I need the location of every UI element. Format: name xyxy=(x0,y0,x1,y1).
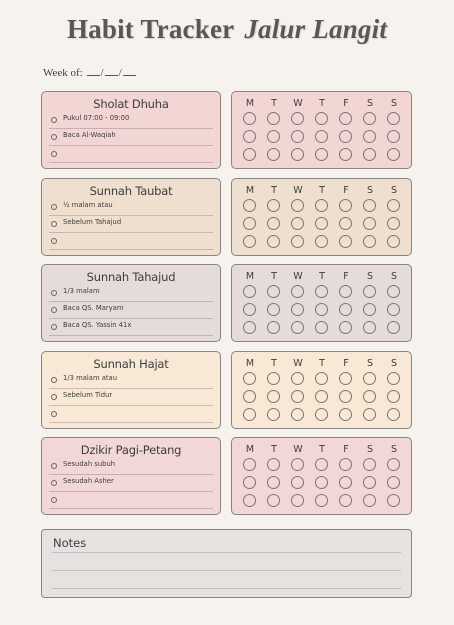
tracker-checkbox[interactable] xyxy=(339,390,352,403)
week-year-blank[interactable] xyxy=(123,67,136,76)
tracker-checkbox[interactable] xyxy=(267,303,280,316)
tracker-checkbox[interactable] xyxy=(291,303,304,316)
tracker-checkbox[interactable] xyxy=(291,408,304,421)
habit-item-text: Baca Al-Waqiah xyxy=(63,131,116,139)
tracker-checkbox[interactable] xyxy=(291,217,304,230)
day-header xyxy=(232,444,411,456)
tracker-checkbox[interactable] xyxy=(387,130,400,143)
day-label: T xyxy=(271,271,277,282)
day-label: W xyxy=(293,444,303,455)
tracker-checkbox[interactable] xyxy=(267,390,280,403)
habit-title: Sunnah Tahajud xyxy=(86,270,176,284)
habit-item[interactable] xyxy=(49,303,213,319)
circle-bullet-icon xyxy=(51,394,57,400)
notes-label: Notes xyxy=(53,536,87,550)
tracker-checkbox[interactable] xyxy=(267,372,280,385)
tracker-checkbox[interactable] xyxy=(291,285,304,298)
day-label: T xyxy=(271,444,277,455)
day-label: S xyxy=(366,358,374,369)
tracker-checkbox[interactable] xyxy=(291,494,304,507)
day-label: M xyxy=(245,444,255,455)
day-label: T xyxy=(319,271,325,282)
tracker-checkbox[interactable] xyxy=(267,321,280,334)
habit-card xyxy=(41,178,221,256)
day-label: W xyxy=(293,358,303,369)
tracker-checkbox[interactable] xyxy=(363,494,376,507)
habit-item[interactable] xyxy=(49,476,213,492)
tracker-checkbox[interactable] xyxy=(387,390,400,403)
tracker-checkbox[interactable] xyxy=(291,130,304,143)
day-label: T xyxy=(271,358,277,369)
tracker-card xyxy=(231,437,412,515)
day-label: T xyxy=(271,185,277,196)
tracker-checkbox[interactable] xyxy=(291,372,304,385)
tracker-checkbox[interactable] xyxy=(387,458,400,471)
tracker-checkbox[interactable] xyxy=(315,476,328,489)
day-label: F xyxy=(343,98,349,109)
notes-box[interactable] xyxy=(41,529,412,598)
tracker-checkbox[interactable] xyxy=(291,112,304,125)
circle-bullet-icon xyxy=(51,480,57,486)
habit-item[interactable] xyxy=(49,113,213,129)
tracker-checkbox[interactable] xyxy=(363,321,376,334)
tracker-checkbox[interactable] xyxy=(243,494,256,507)
habit-card xyxy=(41,264,221,342)
circle-bullet-icon xyxy=(51,377,57,383)
notes-line xyxy=(52,570,401,571)
tracker-checkbox[interactable] xyxy=(339,235,352,248)
day-label: T xyxy=(319,185,325,196)
title-main: Habit Tracker xyxy=(66,14,235,44)
tracker-checkbox[interactable] xyxy=(291,458,304,471)
tracker-checkbox[interactable] xyxy=(315,235,328,248)
tracker-checkbox[interactable] xyxy=(363,235,376,248)
circle-bullet-icon xyxy=(51,497,57,503)
circle-bullet-icon xyxy=(51,204,57,210)
tracker-checkbox[interactable] xyxy=(363,199,376,212)
day-label: S xyxy=(390,358,398,369)
tracker-checkbox[interactable] xyxy=(291,321,304,334)
tracker-card xyxy=(231,264,412,342)
habit-title: Sunnah Hajat xyxy=(93,357,169,371)
day-label: F xyxy=(343,185,349,196)
week-sep-2: / xyxy=(118,67,122,79)
day-label: T xyxy=(319,98,325,109)
tracker-checkbox[interactable] xyxy=(387,217,400,230)
tracker-checkbox[interactable] xyxy=(243,217,256,230)
day-label: F xyxy=(343,358,349,369)
tracker-checkbox[interactable] xyxy=(387,476,400,489)
tracker-checkbox[interactable] xyxy=(267,408,280,421)
tracker-checkbox[interactable] xyxy=(339,476,352,489)
day-label: W xyxy=(293,185,303,196)
habit-item-text: Sebelum Tidur xyxy=(63,391,113,399)
day-header xyxy=(232,358,411,370)
habit-item[interactable] xyxy=(49,286,213,302)
habit-item-text: Pukul 07:00 - 09:00 xyxy=(63,114,130,122)
tracker-checkbox[interactable] xyxy=(243,112,256,125)
habit-item[interactable] xyxy=(49,493,213,509)
tracker-checkbox[interactable] xyxy=(315,148,328,161)
tracker-checkbox[interactable] xyxy=(267,148,280,161)
habit-item[interactable] xyxy=(49,147,213,163)
habit-item-text: Sesudah Asher xyxy=(63,477,114,485)
tracker-checkbox[interactable] xyxy=(267,217,280,230)
tracker-checkbox[interactable] xyxy=(243,372,256,385)
tracker-checkbox[interactable] xyxy=(387,148,400,161)
week-label: Week of: xyxy=(43,67,83,79)
tracker-checkbox[interactable] xyxy=(339,217,352,230)
tracker-checkbox[interactable] xyxy=(243,148,256,161)
day-header xyxy=(232,185,411,197)
day-label: M xyxy=(245,358,255,369)
tracker-checkbox[interactable] xyxy=(363,285,376,298)
day-label: M xyxy=(245,271,255,282)
habit-title: Dzikir Pagi-Petang xyxy=(80,443,182,457)
tracker-checkbox[interactable] xyxy=(267,235,280,248)
tracker-checkbox[interactable] xyxy=(315,408,328,421)
tracker-checkbox[interactable] xyxy=(387,285,400,298)
day-label: T xyxy=(319,444,325,455)
day-label: F xyxy=(343,444,349,455)
tracker-checkbox[interactable] xyxy=(387,494,400,507)
tracker-checkbox[interactable] xyxy=(363,303,376,316)
day-label: W xyxy=(293,271,303,282)
day-label: T xyxy=(271,98,277,109)
habit-item-text: 1/3 malam xyxy=(63,287,100,295)
circle-bullet-icon xyxy=(51,238,57,244)
tracker-checkbox[interactable] xyxy=(387,321,400,334)
notes-line xyxy=(52,552,401,553)
tracker-checkbox[interactable] xyxy=(339,130,352,143)
tracker-checkbox[interactable] xyxy=(339,494,352,507)
habit-item-text: Baca QS. Maryam xyxy=(63,304,124,312)
habit-item-text: 1/3 malam atau xyxy=(63,374,118,382)
habit-card xyxy=(41,437,221,515)
habit-item[interactable] xyxy=(49,373,213,389)
habit-title: Sholat Dhuha xyxy=(93,97,169,111)
tracker-checkbox[interactable] xyxy=(315,285,328,298)
day-label: M xyxy=(245,185,255,196)
tracker-checkbox[interactable] xyxy=(243,303,256,316)
tracker-checkbox[interactable] xyxy=(315,458,328,471)
habit-card xyxy=(41,351,221,429)
tracker-checkbox[interactable] xyxy=(291,148,304,161)
habit-item[interactable] xyxy=(49,217,213,233)
circle-bullet-icon xyxy=(51,151,57,157)
tracker-checkbox[interactable] xyxy=(315,321,328,334)
day-label: S xyxy=(366,271,374,282)
tracker-checkbox[interactable] xyxy=(315,494,328,507)
tracker-checkbox[interactable] xyxy=(315,199,328,212)
tracker-checkbox[interactable] xyxy=(387,408,400,421)
tracker-checkbox[interactable] xyxy=(363,476,376,489)
tracker-checkbox[interactable] xyxy=(339,372,352,385)
tracker-checkbox[interactable] xyxy=(267,458,280,471)
tracker-checkbox[interactable] xyxy=(363,390,376,403)
tracker-checkbox[interactable] xyxy=(243,130,256,143)
tracker-checkbox[interactable] xyxy=(243,199,256,212)
tracker-checkbox[interactable] xyxy=(315,217,328,230)
tracker-checkbox[interactable] xyxy=(387,303,400,316)
tracker-checkbox[interactable] xyxy=(243,390,256,403)
habit-item-text: ½ malam atau xyxy=(63,201,113,209)
circle-bullet-icon xyxy=(51,134,57,140)
tracker-checkbox[interactable] xyxy=(363,372,376,385)
habit-card xyxy=(41,91,221,169)
tracker-checkbox[interactable] xyxy=(291,199,304,212)
day-label: M xyxy=(245,98,255,109)
tracker-checkbox[interactable] xyxy=(315,372,328,385)
day-label: S xyxy=(390,98,398,109)
circle-bullet-icon xyxy=(51,324,57,330)
tracker-checkbox[interactable] xyxy=(267,476,280,489)
week-of xyxy=(43,67,137,79)
tracker-checkbox[interactable] xyxy=(267,199,280,212)
tracker-checkbox[interactable] xyxy=(243,458,256,471)
habit-item[interactable] xyxy=(49,459,213,475)
tracker-card xyxy=(231,351,412,429)
tracker-checkbox[interactable] xyxy=(387,112,400,125)
habit-item[interactable] xyxy=(49,320,213,336)
tracker-checkbox[interactable] xyxy=(291,390,304,403)
tracker-checkbox[interactable] xyxy=(291,235,304,248)
tracker-checkbox[interactable] xyxy=(243,408,256,421)
tracker-checkbox[interactable] xyxy=(315,390,328,403)
tracker-checkbox[interactable] xyxy=(267,285,280,298)
day-header xyxy=(232,98,411,110)
circle-bullet-icon xyxy=(51,221,57,227)
tracker-checkbox[interactable] xyxy=(315,130,328,143)
tracker-checkbox[interactable] xyxy=(363,458,376,471)
tracker-checkbox[interactable] xyxy=(339,321,352,334)
week-month-blank[interactable] xyxy=(105,67,118,76)
notes-line xyxy=(52,588,401,589)
tracker-checkbox[interactable] xyxy=(339,199,352,212)
tracker-card xyxy=(231,91,412,169)
habit-item[interactable] xyxy=(49,130,213,146)
day-label: S xyxy=(390,271,398,282)
habit-item-text: Sebelum Tahajud xyxy=(63,218,122,226)
day-label: S xyxy=(366,185,374,196)
day-label: F xyxy=(343,271,349,282)
tracker-checkbox[interactable] xyxy=(339,458,352,471)
circle-bullet-icon xyxy=(51,307,57,313)
tracker-checkbox[interactable] xyxy=(267,130,280,143)
tracker-checkbox[interactable] xyxy=(339,303,352,316)
week-sep-1: / xyxy=(100,67,104,79)
habit-item-text: Baca QS. Yassin 41x xyxy=(63,321,132,329)
tracker-checkbox[interactable] xyxy=(267,494,280,507)
page-title xyxy=(0,14,454,45)
tracker-checkbox[interactable] xyxy=(363,148,376,161)
tracker-checkbox[interactable] xyxy=(315,303,328,316)
tracker-checkbox[interactable] xyxy=(387,235,400,248)
tracker-checkbox[interactable] xyxy=(387,199,400,212)
tracker-checkbox[interactable] xyxy=(243,285,256,298)
day-label: S xyxy=(366,98,374,109)
tracker-checkbox[interactable] xyxy=(339,408,352,421)
day-label: S xyxy=(390,185,398,196)
tracker-checkbox[interactable] xyxy=(339,285,352,298)
title-subtitle: Jalur Langit xyxy=(244,14,388,44)
tracker-checkbox[interactable] xyxy=(267,112,280,125)
habit-item[interactable] xyxy=(49,234,213,250)
tracker-checkbox[interactable] xyxy=(315,112,328,125)
tracker-checkbox[interactable] xyxy=(363,408,376,421)
habit-item-text: Sesudah subuh xyxy=(63,460,116,468)
tracker-checkbox[interactable] xyxy=(363,217,376,230)
habit-item[interactable] xyxy=(49,200,213,216)
habit-item[interactable] xyxy=(49,390,213,406)
day-header xyxy=(232,271,411,283)
circle-bullet-icon xyxy=(51,290,57,296)
tracker-checkbox[interactable] xyxy=(243,321,256,334)
circle-bullet-icon xyxy=(51,463,57,469)
habit-title: Sunnah Taubat xyxy=(89,184,173,198)
day-label: W xyxy=(293,98,303,109)
tracker-checkbox[interactable] xyxy=(339,148,352,161)
tracker-checkbox[interactable] xyxy=(363,112,376,125)
tracker-checkbox[interactable] xyxy=(363,130,376,143)
day-label: T xyxy=(319,358,325,369)
circle-bullet-icon xyxy=(51,117,57,123)
week-day-blank[interactable] xyxy=(87,67,100,76)
tracker-checkbox[interactable] xyxy=(243,235,256,248)
tracker-checkbox[interactable] xyxy=(387,372,400,385)
day-label: S xyxy=(366,444,374,455)
tracker-checkbox[interactable] xyxy=(339,112,352,125)
circle-bullet-icon xyxy=(51,411,57,417)
day-label: S xyxy=(390,444,398,455)
tracker-checkbox[interactable] xyxy=(291,476,304,489)
tracker-card xyxy=(231,178,412,256)
tracker-checkbox[interactable] xyxy=(243,476,256,489)
habit-item[interactable] xyxy=(49,407,213,423)
